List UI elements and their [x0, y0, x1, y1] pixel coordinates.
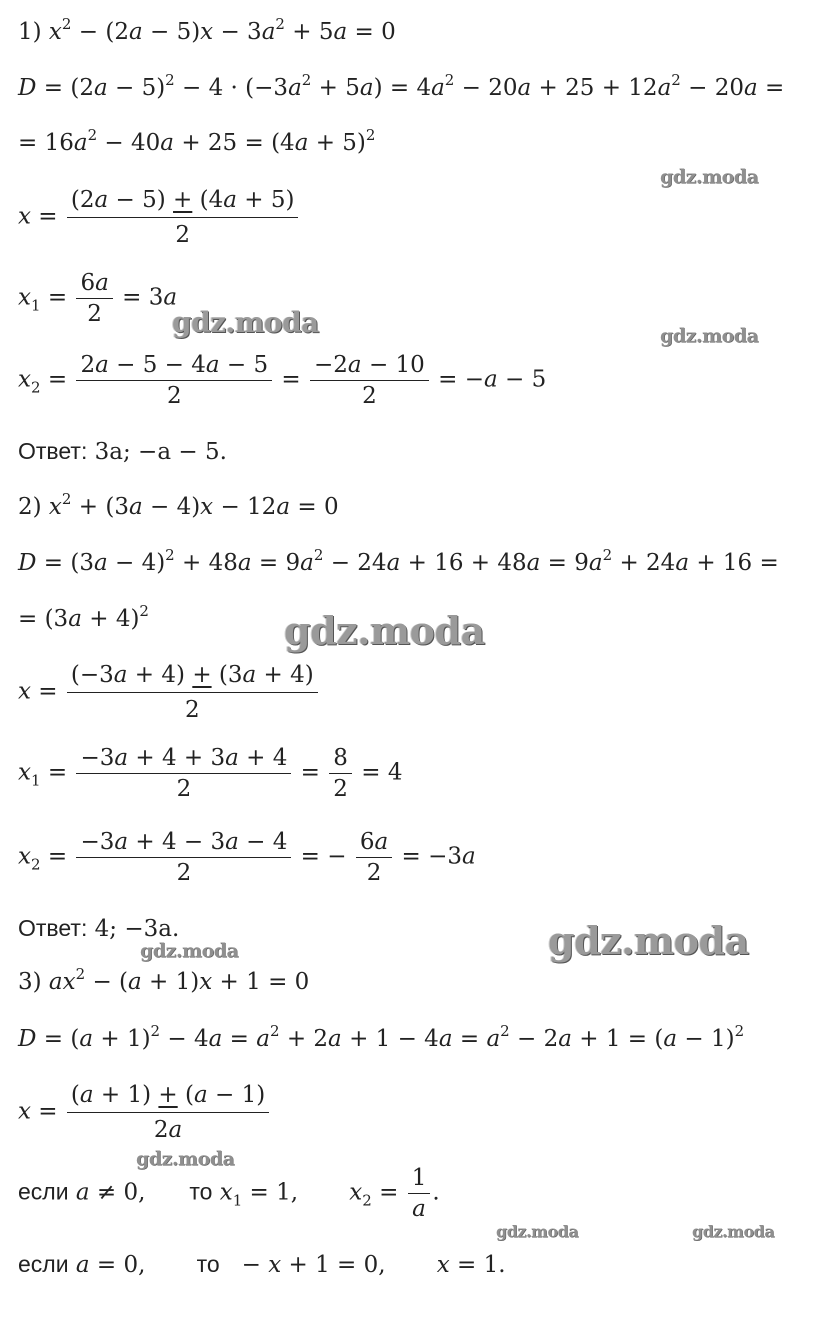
- part1-discriminant: $D = (2a - 5)^2 - 4 \cdot (-3a^2 + 5a) = 4a^2 - 20a + 25 + 12a^2 - 20a$ =: [18, 71, 785, 101]
- fraction: $\frac{6a}{2}$: [76, 270, 112, 327]
- part3-case2: если a = 0, то − x + 1 = 0, x = 1.: [18, 1251, 506, 1278]
- watermark: gdz.moda: [660, 325, 759, 347]
- if-word: если: [18, 1251, 69, 1277]
- fraction: $\frac{(2a - 5) + (4a + 5)}{2}$: [67, 185, 299, 250]
- part1-answer: [18, 436, 227, 467]
- part2-root2: $x_2$ = $\frac{-3a + 4 - 3a - 4}{2}$ = − $\frac{6a}{2}$ = −3a: [18, 829, 476, 886]
- part2-answer-value: 4; −3a.: [94, 916, 180, 942]
- watermark: gdz.moda: [548, 918, 749, 963]
- part3-discriminant: $D = (a + 1)^2 - 4a = a^2 + 2a + 1 - 4a = a^2 - 2a + 1 = (a - 1)^2$: [18, 1022, 745, 1052]
- part2-number: 2): [18, 494, 42, 520]
- part3-number: 3): [18, 969, 42, 995]
- part1-roots-formula: x = $\frac{(2a - 5) + (4a + 5)}{2}$: [18, 185, 300, 250]
- answer-label: Ответ:: [18, 915, 88, 941]
- part3-case1: если a ≠ 0, то $x_1 = 1$, $x_2$ = $\frac{1}{a}$ .: [18, 1165, 440, 1222]
- part2-equation: 2) $x^2 + (3a - 4)x - 12a = 0$: [18, 490, 339, 520]
- then-word: то: [196, 1251, 220, 1277]
- fraction: $\frac{1}{a}$: [408, 1165, 431, 1222]
- part1-answer-value: 3a; −a − 5.: [94, 439, 227, 465]
- fraction: $\frac{2a - 5 - 4a - 5}{2}$: [76, 352, 272, 409]
- watermark: gdz.moda: [496, 1222, 579, 1241]
- part1-root1: $x_1$ = $\frac{6a}{2}$ = 3a: [18, 270, 178, 327]
- part2-roots-formula: x = $\frac{(-3a + 4) + (3a + 4)}{2}$: [18, 660, 320, 725]
- fraction: $\frac{(a + 1) + (a - 1)}{2a}$: [67, 1080, 269, 1145]
- part3-roots-formula: x = $\frac{(a + 1) + (a - 1)}{2a}$: [18, 1080, 271, 1145]
- fraction: $\frac{-3a + 4 - 3a - 4}{2}$: [76, 829, 291, 886]
- fraction: $\frac{-2a - 10}{2}$: [310, 352, 429, 409]
- part1-number: 1): [18, 19, 42, 45]
- watermark: gdz.moda: [172, 306, 319, 339]
- if-word: если: [18, 1178, 69, 1205]
- fraction: $\frac{-3a + 4 + 3a + 4}{2}$: [76, 745, 291, 802]
- watermark: gdz.moda: [660, 166, 759, 188]
- watermark: gdz.moda: [284, 608, 485, 653]
- part3-equation: 3) $ax^2 - (a + 1)x + 1 = 0$: [18, 965, 310, 995]
- part1-discriminant-cont: = $16a^2 - 40a + 25 = (4a + 5)^2$: [18, 126, 376, 156]
- part1-equation: 1) $x^2 - (2a - 5)x - 3a^2 + 5a = 0$: [18, 15, 396, 45]
- part1-root2: $x_2$ = $\frac{2a - 5 - 4a - 5}{2}$ = $\frac{-2a - 10}{2}$ = −a − 5: [18, 352, 547, 409]
- watermark: gdz.moda: [692, 1222, 775, 1241]
- watermark: gdz.moda: [136, 1148, 235, 1170]
- part2-discriminant-cont: = $(3a + 4)^2$: [18, 602, 149, 632]
- fraction: $\frac{(-3a + 4) + (3a + 4)}{2}$: [67, 660, 318, 725]
- part2-root1: $x_1$ = $\frac{-3a + 4 + 3a + 4}{2}$ = $\frac{8}{2}$ = 4: [18, 745, 403, 802]
- fraction: $\frac{6a}{2}$: [356, 829, 392, 886]
- then-word: то: [189, 1178, 213, 1205]
- part2-discriminant: $D = (3a - 4)^2 + 48a = 9a^2 - 24a + 16 + 48a = 9a^2 + 24a + 16$ =: [18, 546, 779, 576]
- fraction: $\frac{8}{2}$: [329, 745, 352, 802]
- watermark: gdz.moda: [140, 940, 239, 962]
- answer-label: Ответ:: [18, 438, 88, 464]
